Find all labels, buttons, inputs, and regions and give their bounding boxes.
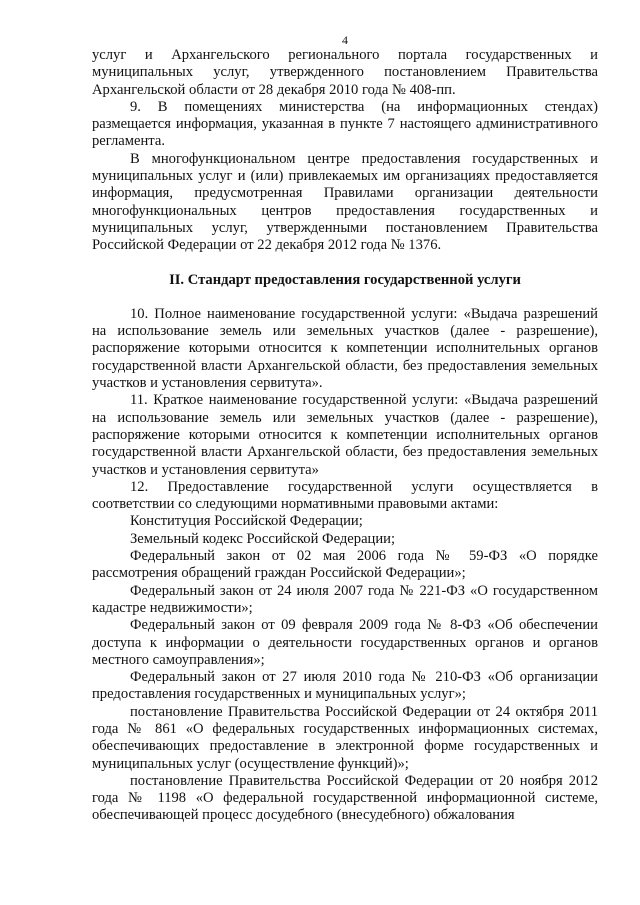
legal-act-land-code: Земельный кодекс Российской Федерации;: [130, 530, 396, 547]
paragraph-10: 10. Полное наименование государственной услуги: «Выдача разрешений на использование земель или земельных участков (далее - разрешение), распоряжение которыми относится к компетенции исполнительных органов государственной власти Архангельской области, без предоставления земельных участков и установления сервитута».: [92, 305, 598, 392]
legal-act-59-fz: Федеральный закон от 02 мая 2006 года № 59-ФЗ «О порядке рассмотрения обращений граждан Российской Федерации»;: [92, 548, 598, 582]
section-heading: II. Стандарт предоставления государственной услуги: [169, 271, 521, 288]
paragraph-mfc-info: В многофункциональном центре предоставления государственных и муниципальных услуг и (или) привлекаемых им организациях предоставляется информация, предусмотренная Правилами организации деятельности многофункциональных центров предоставления государственных и муниципальных услуг, утвержденными постановлением Правительства Российской Федерации от 22 декабря 2012 года № 1376.: [92, 150, 598, 254]
legal-act-constitution: Конституция Российской Федерации;: [130, 513, 363, 530]
legal-act-221-fz: Федеральный закон от 24 июля 2007 года № 221-ФЗ «О государственном кадастре недвижимости»;: [92, 582, 598, 616]
paragraph-12: 12. Предоставление государственной услуги осуществляется в соответствии со следующими нормативными правовыми актами:: [92, 478, 598, 513]
legal-act-210-fz: Федеральный закон от 27 июля 2010 года № 210-ФЗ «Об организации предоставления государственных и муниципальных услуг»;: [92, 669, 598, 703]
document-page: [92, 33, 598, 825]
legal-act-1198: постановление Правительства Российской Федерации от 20 ноября 2012 года № 1198 «О федеральной государственной информационной системе, обеспечивающей процесс досудебного (внесудебного) обжалования: [92, 772, 598, 824]
paragraph-continuation: услуг и Архангельского регионального портала государственных и муниципальных услуг, утвержденного постановлением Правительства Архангельской области от 28 декабря 2010 года № 408-пп.: [92, 47, 598, 98]
legal-act-861: постановление Правительства Российской Федерации от 24 октября 2011 года № 861 «О федеральных государственных информационных системах, обеспечивающих предоставление в электронной форме государственных и муниципальных услуг (осуществление функций)»;: [92, 703, 598, 772]
legal-act-8-fz: Федеральный закон от 09 февраля 2009 года № 8-ФЗ «Об обеспечении доступа к информации о деятельности государственных органов и органов местного самоуправления»;: [92, 617, 598, 668]
paragraph-9: 9. В помещениях министерства (на информационных стендах) размещается информация, указанная в пункте 7 настоящего административного регламента.: [92, 98, 598, 150]
paragraph-11: 11. Краткое наименование государственной услуги: «Выдача разрешений на использование земель или земельных участков (далее - разрешение), распоряжение которыми относится к компетенции исполнительных органов государственной власти Архангельской области, без предоставления земельных участков и установления сервитута»: [92, 392, 598, 478]
page-number: 4: [342, 33, 348, 47]
